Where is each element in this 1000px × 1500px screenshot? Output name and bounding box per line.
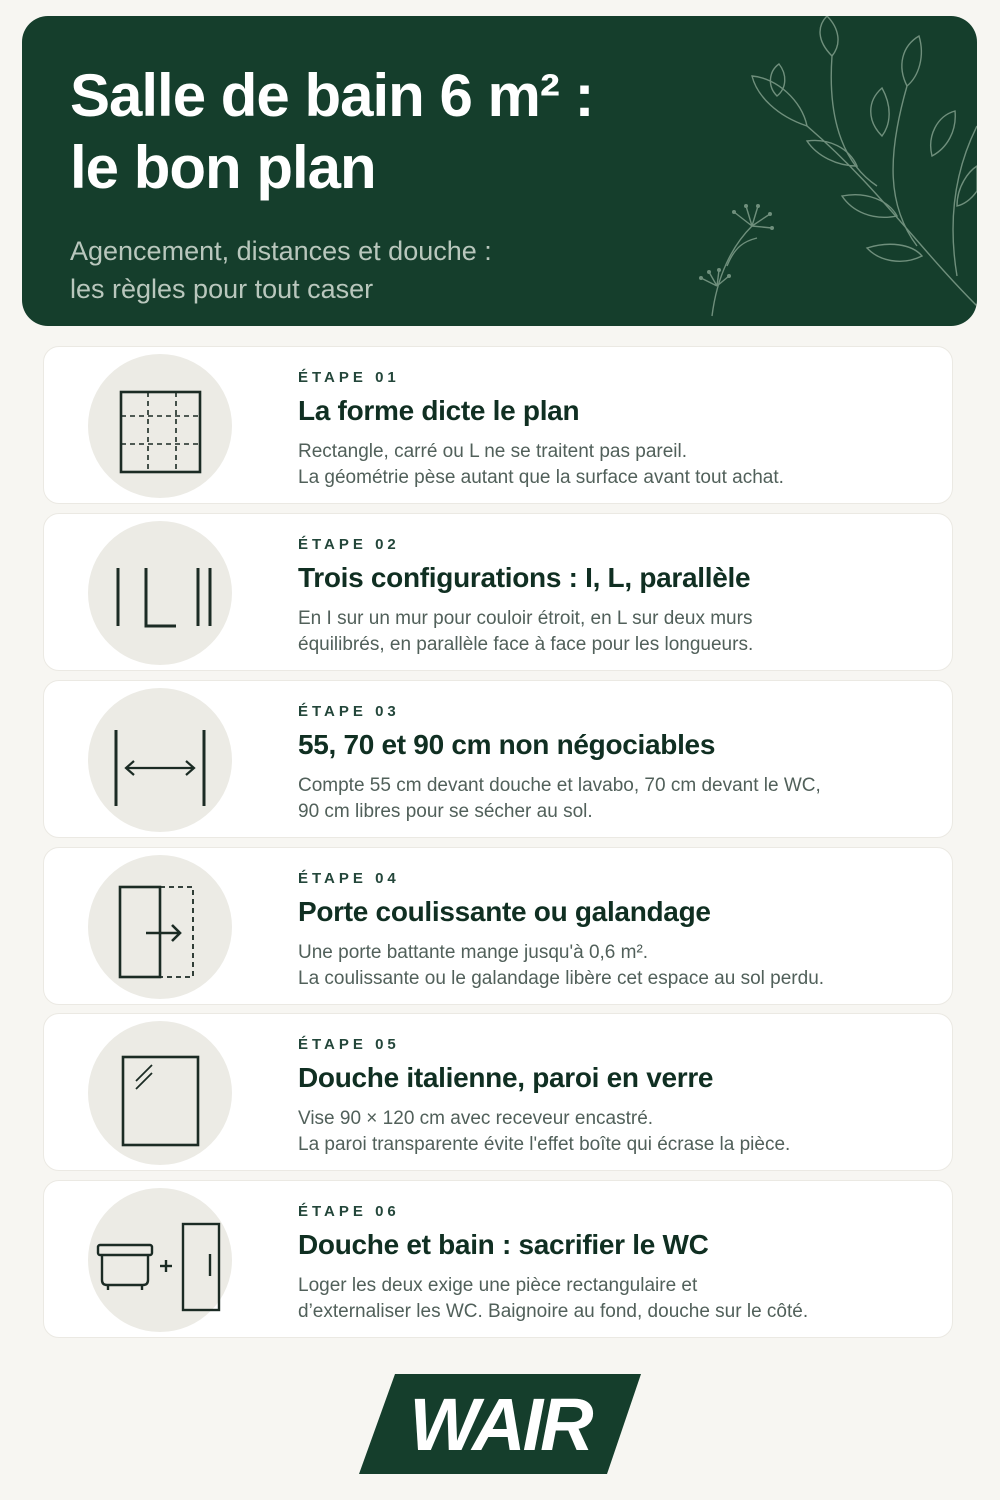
step-desc-line-1: Une porte battante mange jusqu'à 0,6 m². [298,942,649,963]
step-desc-line-2: d’externaliser les WC. Baignoire au fond, douche sur le côté. [298,1301,809,1322]
step-card-04 [43,847,953,1005]
step-description [298,439,918,491]
step-title: Douche italienne, paroi en verre [298,1062,714,1093]
title-line-1: Salle de bain 6 m² : [70,62,594,129]
step-card-03 [43,680,953,838]
step-description [298,773,918,825]
page-title [70,60,690,204]
subtitle-line-1: Agencement, distances et douche : [70,236,492,266]
step-label: ÉTAPE 04 [298,870,400,887]
icon-badge [88,855,232,999]
step-desc-line-2: La géométrie pèse autant que la surface avant tout achat. [298,467,784,488]
step-desc-line-1: En I sur un mur pour couloir étroit, en L sur deux murs [298,608,753,629]
step-label: ÉTAPE 01 [298,369,400,386]
step-desc-line-2: La paroi transparente évite l'effet boîte qui écrase la pièce. [298,1134,791,1155]
icon-badge [88,1021,232,1165]
step-description [298,940,918,992]
step-title: Douche et bain : sacrifier le WC [298,1229,709,1260]
distance-arrow-icon [88,688,232,832]
step-desc-line-1: Loger les deux exige une pièce rectangulaire et [298,1275,698,1296]
step-desc-line-2: 90 cm libres pour se sécher au sol. [298,801,593,822]
step-desc-line-1: Compte 55 cm devant douche et lavabo, 70 cm devant le WC, [298,775,821,796]
step-description [298,606,918,658]
step-description [298,1273,918,1325]
page-subtitle [70,232,630,308]
step-title: La forme dicte le plan [298,395,580,426]
icon-badge [88,1188,232,1332]
subtitle-line-2: les règles pour tout caser [70,274,374,304]
step-desc-line-1: Rectangle, carré ou L ne se traitent pas pareil. [298,441,688,462]
title-line-2: le bon plan [70,134,376,201]
step-card-01 [43,346,953,504]
step-desc-line-2: La coulissante ou le galandage libère cet espace au sol perdu. [298,968,825,989]
step-desc-line-1: Vise 90 × 120 cm avec receveur encastré. [298,1108,654,1129]
hero-banner [22,16,977,326]
step-title: Trois configurations : I, L, parallèle [298,562,751,593]
step-label: ÉTAPE 03 [298,703,400,720]
step-desc-line-2: équilibrés, en parallèle face à face pour les longueurs. [298,634,754,655]
footer [0,1345,1000,1500]
step-title: Porte coulissante ou galandage [298,896,711,927]
step-card-02 [43,513,953,671]
step-description [298,1106,918,1158]
sliding-door-icon [88,855,232,999]
bathtub-plus-shower-icon [88,1188,232,1332]
floor-plan-grid-icon [88,354,232,498]
glass-panel-icon [88,1021,232,1165]
i-l-parallel-icon [88,521,232,665]
wair-logo [355,1370,645,1478]
botanical-leaves-illustration [657,16,977,326]
logo-text: WAIR [409,1383,591,1466]
step-label: ÉTAPE 02 [298,536,400,553]
step-title: 55, 70 et 90 cm non négociables [298,729,716,760]
step-label: ÉTAPE 06 [298,1203,400,1220]
step-card-05 [43,1013,953,1171]
step-card-06 [43,1180,953,1338]
step-label: ÉTAPE 05 [298,1036,400,1053]
icon-badge [88,521,232,665]
icon-badge [88,354,232,498]
icon-badge [88,688,232,832]
